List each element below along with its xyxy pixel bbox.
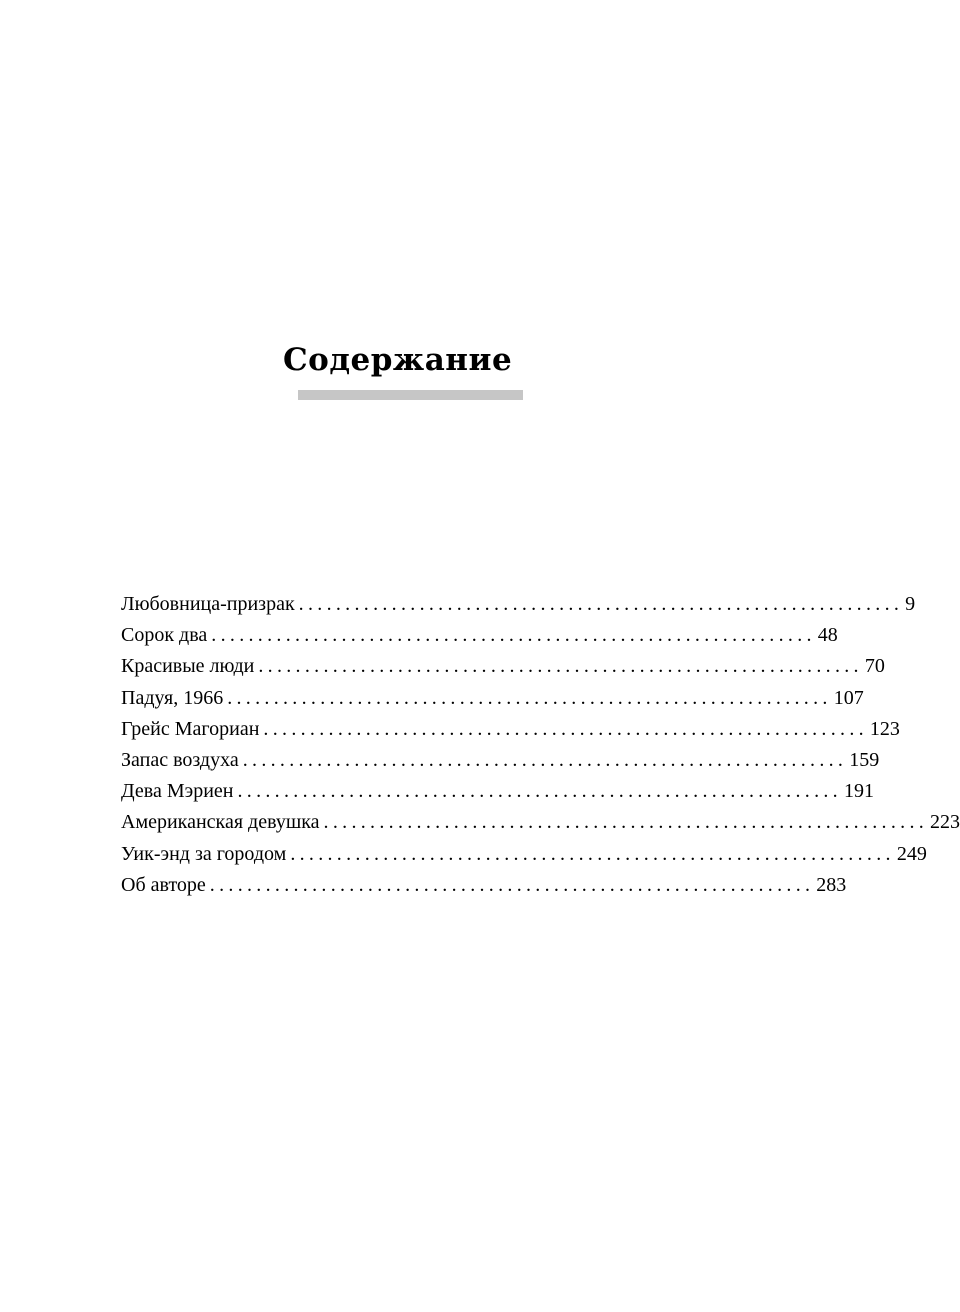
toc-entry-page: 249 — [896, 842, 927, 865]
toc-entry-page: 107 — [833, 686, 864, 709]
toc-entry-page: 283 — [816, 873, 847, 896]
page-title: Содержание — [283, 342, 513, 378]
toc-entry-title: Любовница-призрак — [121, 593, 295, 615]
toc-dot-leader: ................................................................. — [211, 624, 816, 647]
toc-entry[interactable] — [121, 870, 847, 901]
toc-entry-title: Дева Мэриен — [121, 780, 234, 803]
toc-entry-page: 70 — [864, 655, 885, 678]
toc-dot-leader: ................................................................. — [290, 842, 895, 865]
toc-entry[interactable] — [121, 589, 916, 620]
toc-entry[interactable] — [121, 714, 900, 745]
title-underline — [298, 390, 523, 400]
toc-entry-page: 159 — [849, 748, 880, 771]
toc-entry[interactable] — [121, 620, 838, 651]
toc-entry[interactable] — [121, 839, 927, 870]
toc-entry[interactable] — [121, 651, 885, 682]
toc-entry-title: Грейс Магориан — [121, 717, 260, 740]
toc-dot-leader: ................................................................. — [258, 655, 863, 678]
toc-entry-title: Американская девушка — [121, 811, 320, 834]
toc-entry-title: Красивые люди — [121, 655, 255, 678]
heading-block — [283, 340, 523, 380]
toc-dot-leader: ................................................................. — [323, 811, 929, 834]
toc-entry[interactable] — [121, 807, 960, 838]
toc-entry[interactable] — [121, 683, 864, 714]
toc-entry-title: Падуя, 1966 — [121, 686, 224, 709]
toc-entry-title: Сорок два — [121, 624, 208, 647]
toc-dot-leader: ................................................................. — [227, 686, 832, 709]
table-of-contents — [121, 589, 960, 901]
toc-dot-leader: ................................................................. — [237, 780, 842, 803]
toc-entry-page: 123 — [869, 717, 900, 740]
toc-entry-title: Об авторе — [121, 873, 206, 896]
toc-entry-title: Запас воздуха — [121, 748, 239, 771]
toc-entry[interactable] — [121, 776, 874, 807]
toc-dot-leader: ................................................................. — [263, 717, 868, 740]
toc-dot-leader: ................................................................. — [209, 873, 815, 896]
toc-dot-leader: ................................................................. — [242, 748, 848, 771]
toc-entry-page: 9 — [905, 593, 916, 615]
toc-dot-leader: ................................................................. — [298, 593, 904, 615]
toc-entry-page: 191 — [843, 780, 874, 803]
toc-entry-page: 223 — [930, 811, 960, 834]
toc-entry-title: Уик-энд за городом — [121, 842, 287, 865]
toc-entry-page: 48 — [817, 624, 838, 647]
toc-entry[interactable] — [121, 745, 880, 776]
